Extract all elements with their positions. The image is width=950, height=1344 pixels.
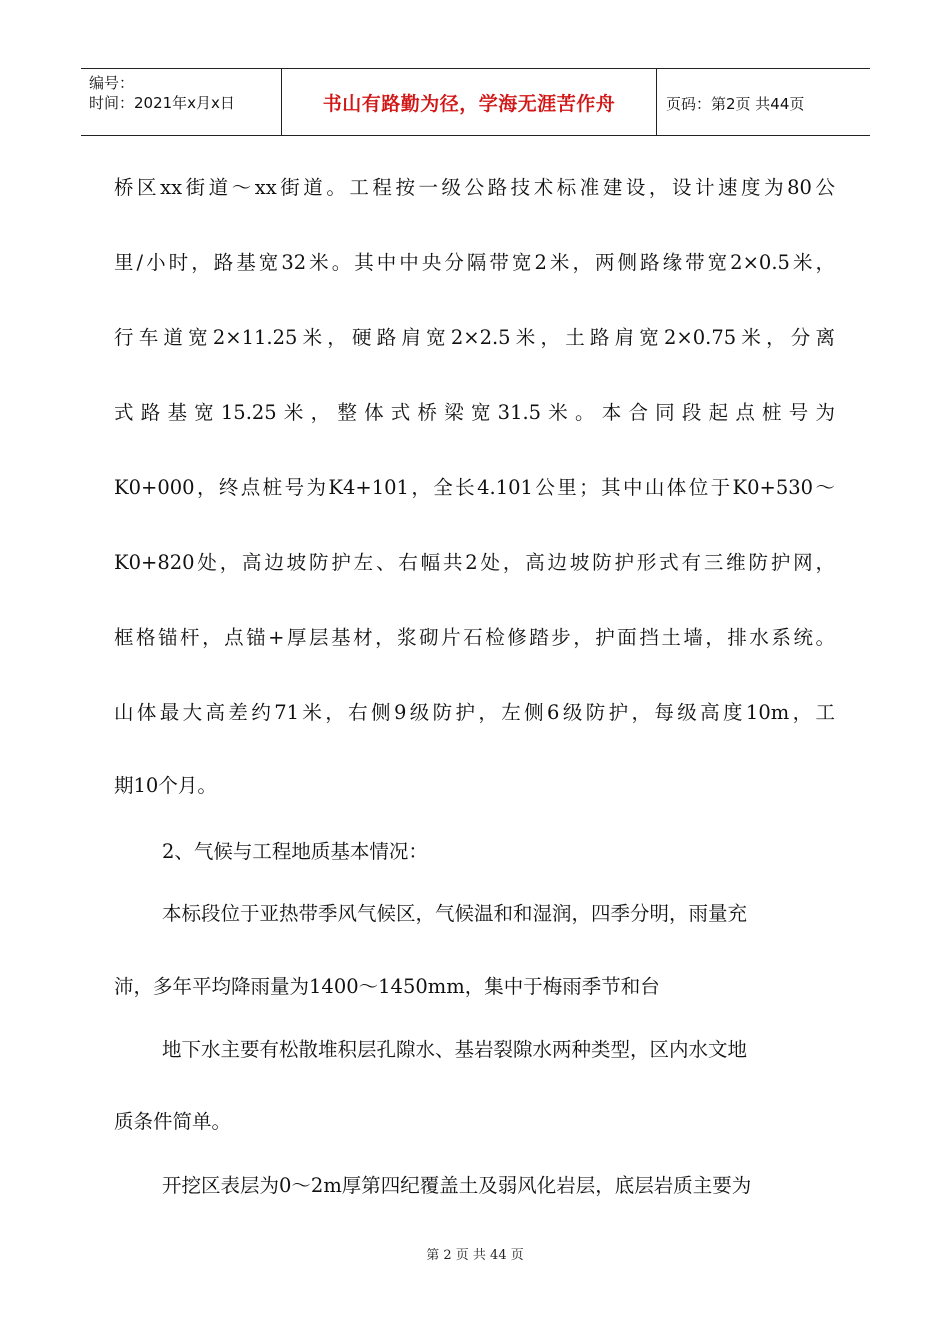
header-motto: 书山有路勤为径，学海无涯苦作舟	[322, 93, 616, 115]
document-header	[81, 68, 870, 136]
body-line-2: 里/小时，路基宽32米。其中中央分隔带宽2米，两侧路缘带宽2×0.5米，	[114, 251, 835, 274]
body-line-4: 式路基宽15.25米，整体式桥梁宽31.5米。本合同段起点桩号为	[114, 401, 835, 424]
header-meta	[89, 73, 279, 113]
body-line-1: 桥区xx街道～xx街道。工程按一级公路技术标准建设，设计速度为80公	[114, 176, 835, 199]
header-page-info: 页码：第2页 共44页	[666, 95, 805, 113]
body-line-8: 山体最大高差约71米，右侧9级防护，左侧6级防护，每级高度10m，工	[114, 701, 835, 724]
page-footer: 第 2 页 共 44 页	[426, 1248, 524, 1263]
body-line-6: K0+820处，高边坡防护左、右幅共2处，高边坡防护形式有三维防护网，	[114, 551, 835, 574]
body-line-15: 开挖区表层为0～2m厚第四纪覆盖土及弱风化岩层，底层岩质主要为	[162, 1174, 752, 1197]
document-time-label: 时间：2021年x月x日	[89, 94, 235, 112]
body-line-11: 本标段位于亚热带季风气候区，气候温和和湿润，四季分明，雨量充	[162, 902, 748, 925]
header-divider-right	[656, 69, 657, 135]
document-number-label: 编号：	[89, 74, 135, 92]
body-line-9: 期10个月。	[114, 774, 217, 797]
body-line-13: 地下水主要有松散堆积层孔隙水、基岩裂隙水两种类型，区内水文地	[162, 1038, 748, 1061]
body-line-12: 沛，多年平均降雨量为1400～1450mm，集中于梅雨季节和台	[114, 975, 662, 998]
body-line-5: K0+000，终点桩号为K4+101，全长4.101公里；其中山体位于K0+530～	[114, 476, 835, 499]
body-line-7: 框格锚杆，点锚+厚层基材，浆砌片石检修踏步，护面挡土墙，排水系统。	[114, 626, 835, 649]
body-line-3: 行车道宽2×11.25米，硬路肩宽2×2.5米，土路肩宽2×0.75米，分离	[114, 326, 835, 349]
section-heading: 2、气候与工程地质基本情况：	[162, 840, 428, 863]
body-line-14: 质条件简单。	[114, 1110, 232, 1133]
